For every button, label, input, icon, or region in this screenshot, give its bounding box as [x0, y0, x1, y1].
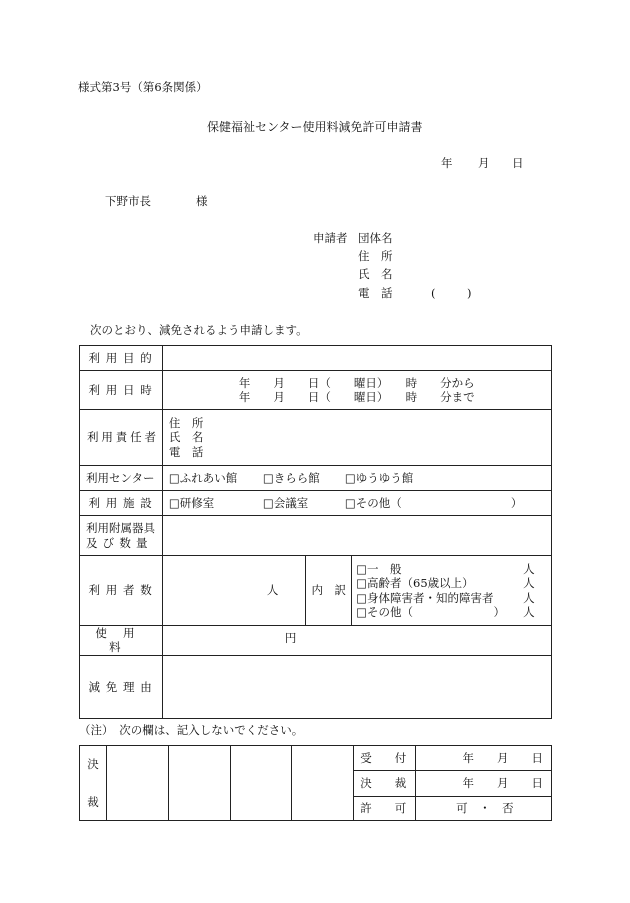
form-number: 様式第3号（第6条関係）	[78, 80, 208, 94]
facility-option-meeting[interactable]: □会議室	[262, 496, 309, 510]
users-breakdown-item[interactable]: □その他（ ） 人	[356, 604, 535, 619]
reason-field[interactable]	[162, 655, 551, 718]
received-label: 受 付	[354, 746, 416, 771]
kessai-label-line2: 裁	[87, 795, 99, 809]
purpose-label: 利用目的	[80, 346, 163, 371]
responsible-field[interactable]	[162, 410, 551, 466]
kessai-label	[80, 746, 107, 821]
center-option-yuuyuu[interactable]: □ゆうゆう館	[344, 471, 414, 485]
fee-field[interactable]	[162, 626, 551, 656]
phone-paren-close: )	[467, 286, 472, 300]
approval-stamp-box[interactable]	[168, 746, 230, 821]
equipment-field[interactable]	[162, 516, 551, 556]
facility-label: 利用施設	[80, 491, 163, 516]
facility-other-close: ）	[510, 496, 523, 510]
reason-label: 減免理由	[80, 655, 163, 718]
applicant-address: 住 所	[358, 249, 393, 263]
permit-label: 許 可	[354, 797, 416, 821]
approval-stamp-box[interactable]	[292, 746, 354, 821]
approval-stamp-box[interactable]	[106, 746, 168, 821]
responsible-label: 利用責任者	[80, 410, 163, 466]
decision-label: 決 裁	[354, 771, 416, 797]
page-title: 保健福祉センター使用料減免許可申請書	[207, 120, 423, 134]
equipment-label-line2: 及び数量	[86, 535, 153, 550]
center-label: 利用センター	[80, 466, 163, 491]
kessai-label-line1: 決	[87, 756, 99, 771]
decision-date[interactable]: 年 月 日	[416, 771, 552, 797]
intro-text: 次のとおり、減免されるよう申請します。	[90, 323, 308, 337]
addressee-name: 下野市長	[105, 194, 151, 208]
addressee-honorific: 様	[196, 194, 208, 208]
datetime-field[interactable]	[162, 371, 551, 410]
users-breakdown-label: 内 訳	[306, 556, 352, 626]
applicant-phone: 電 話	[358, 286, 393, 300]
fee-label: 使用料	[80, 626, 163, 656]
application-table	[79, 345, 552, 719]
users-count-unit: 人	[266, 583, 279, 597]
facility-option-training[interactable]: □研修室	[168, 496, 215, 510]
phone-paren-open: (	[431, 286, 436, 300]
users-breakdown-item[interactable]: □身体障害者・知的障害者 人	[356, 590, 535, 605]
datetime-line-to: 年 月 日（ 曜日） 時 分まで	[238, 390, 475, 404]
center-option-fureai[interactable]: □ふれあい館	[168, 471, 238, 485]
center-options	[162, 466, 551, 491]
permit-result[interactable]: 可 ・ 否	[416, 797, 552, 821]
users-count-field[interactable]	[162, 556, 305, 626]
datetime-label: 利用日時	[80, 371, 163, 410]
center-option-kirara[interactable]: □きらら館	[262, 471, 320, 485]
datetime-line-from: 年 月 日（ 曜日） 時 分から	[238, 375, 475, 390]
office-use-table	[79, 745, 552, 821]
date-day: 日	[512, 156, 524, 170]
facility-options	[162, 491, 551, 516]
approval-stamp-box[interactable]	[230, 746, 292, 821]
users-breakdown-item[interactable]: □一 般 人	[356, 561, 535, 576]
applicant-name: 氏 名	[358, 267, 393, 281]
users-label: 利用者数	[80, 556, 163, 626]
date-year: 年	[441, 156, 453, 170]
received-date[interactable]: 年 月 日	[416, 746, 552, 771]
fee-unit: 円	[284, 631, 297, 645]
applicant-label: 申請者	[313, 231, 348, 245]
users-breakdown-item[interactable]: □高齢者（65歳以上） 人	[356, 576, 535, 591]
responsible-name-label: 氏 名	[168, 430, 204, 445]
equipment-label-line1: 利用附属器具	[86, 521, 155, 536]
equipment-label	[80, 516, 163, 556]
facility-option-other[interactable]: □その他（	[344, 496, 402, 510]
applicant-org: 団体名	[358, 231, 393, 245]
responsible-address-label: 住 所	[168, 415, 204, 430]
note-text: （注） 次の欄は、記入しないでください。	[79, 723, 304, 737]
responsible-phone-label: 電 話	[168, 444, 204, 459]
date-month: 月	[478, 156, 490, 170]
users-breakdown	[352, 556, 552, 626]
purpose-field[interactable]	[162, 346, 551, 371]
